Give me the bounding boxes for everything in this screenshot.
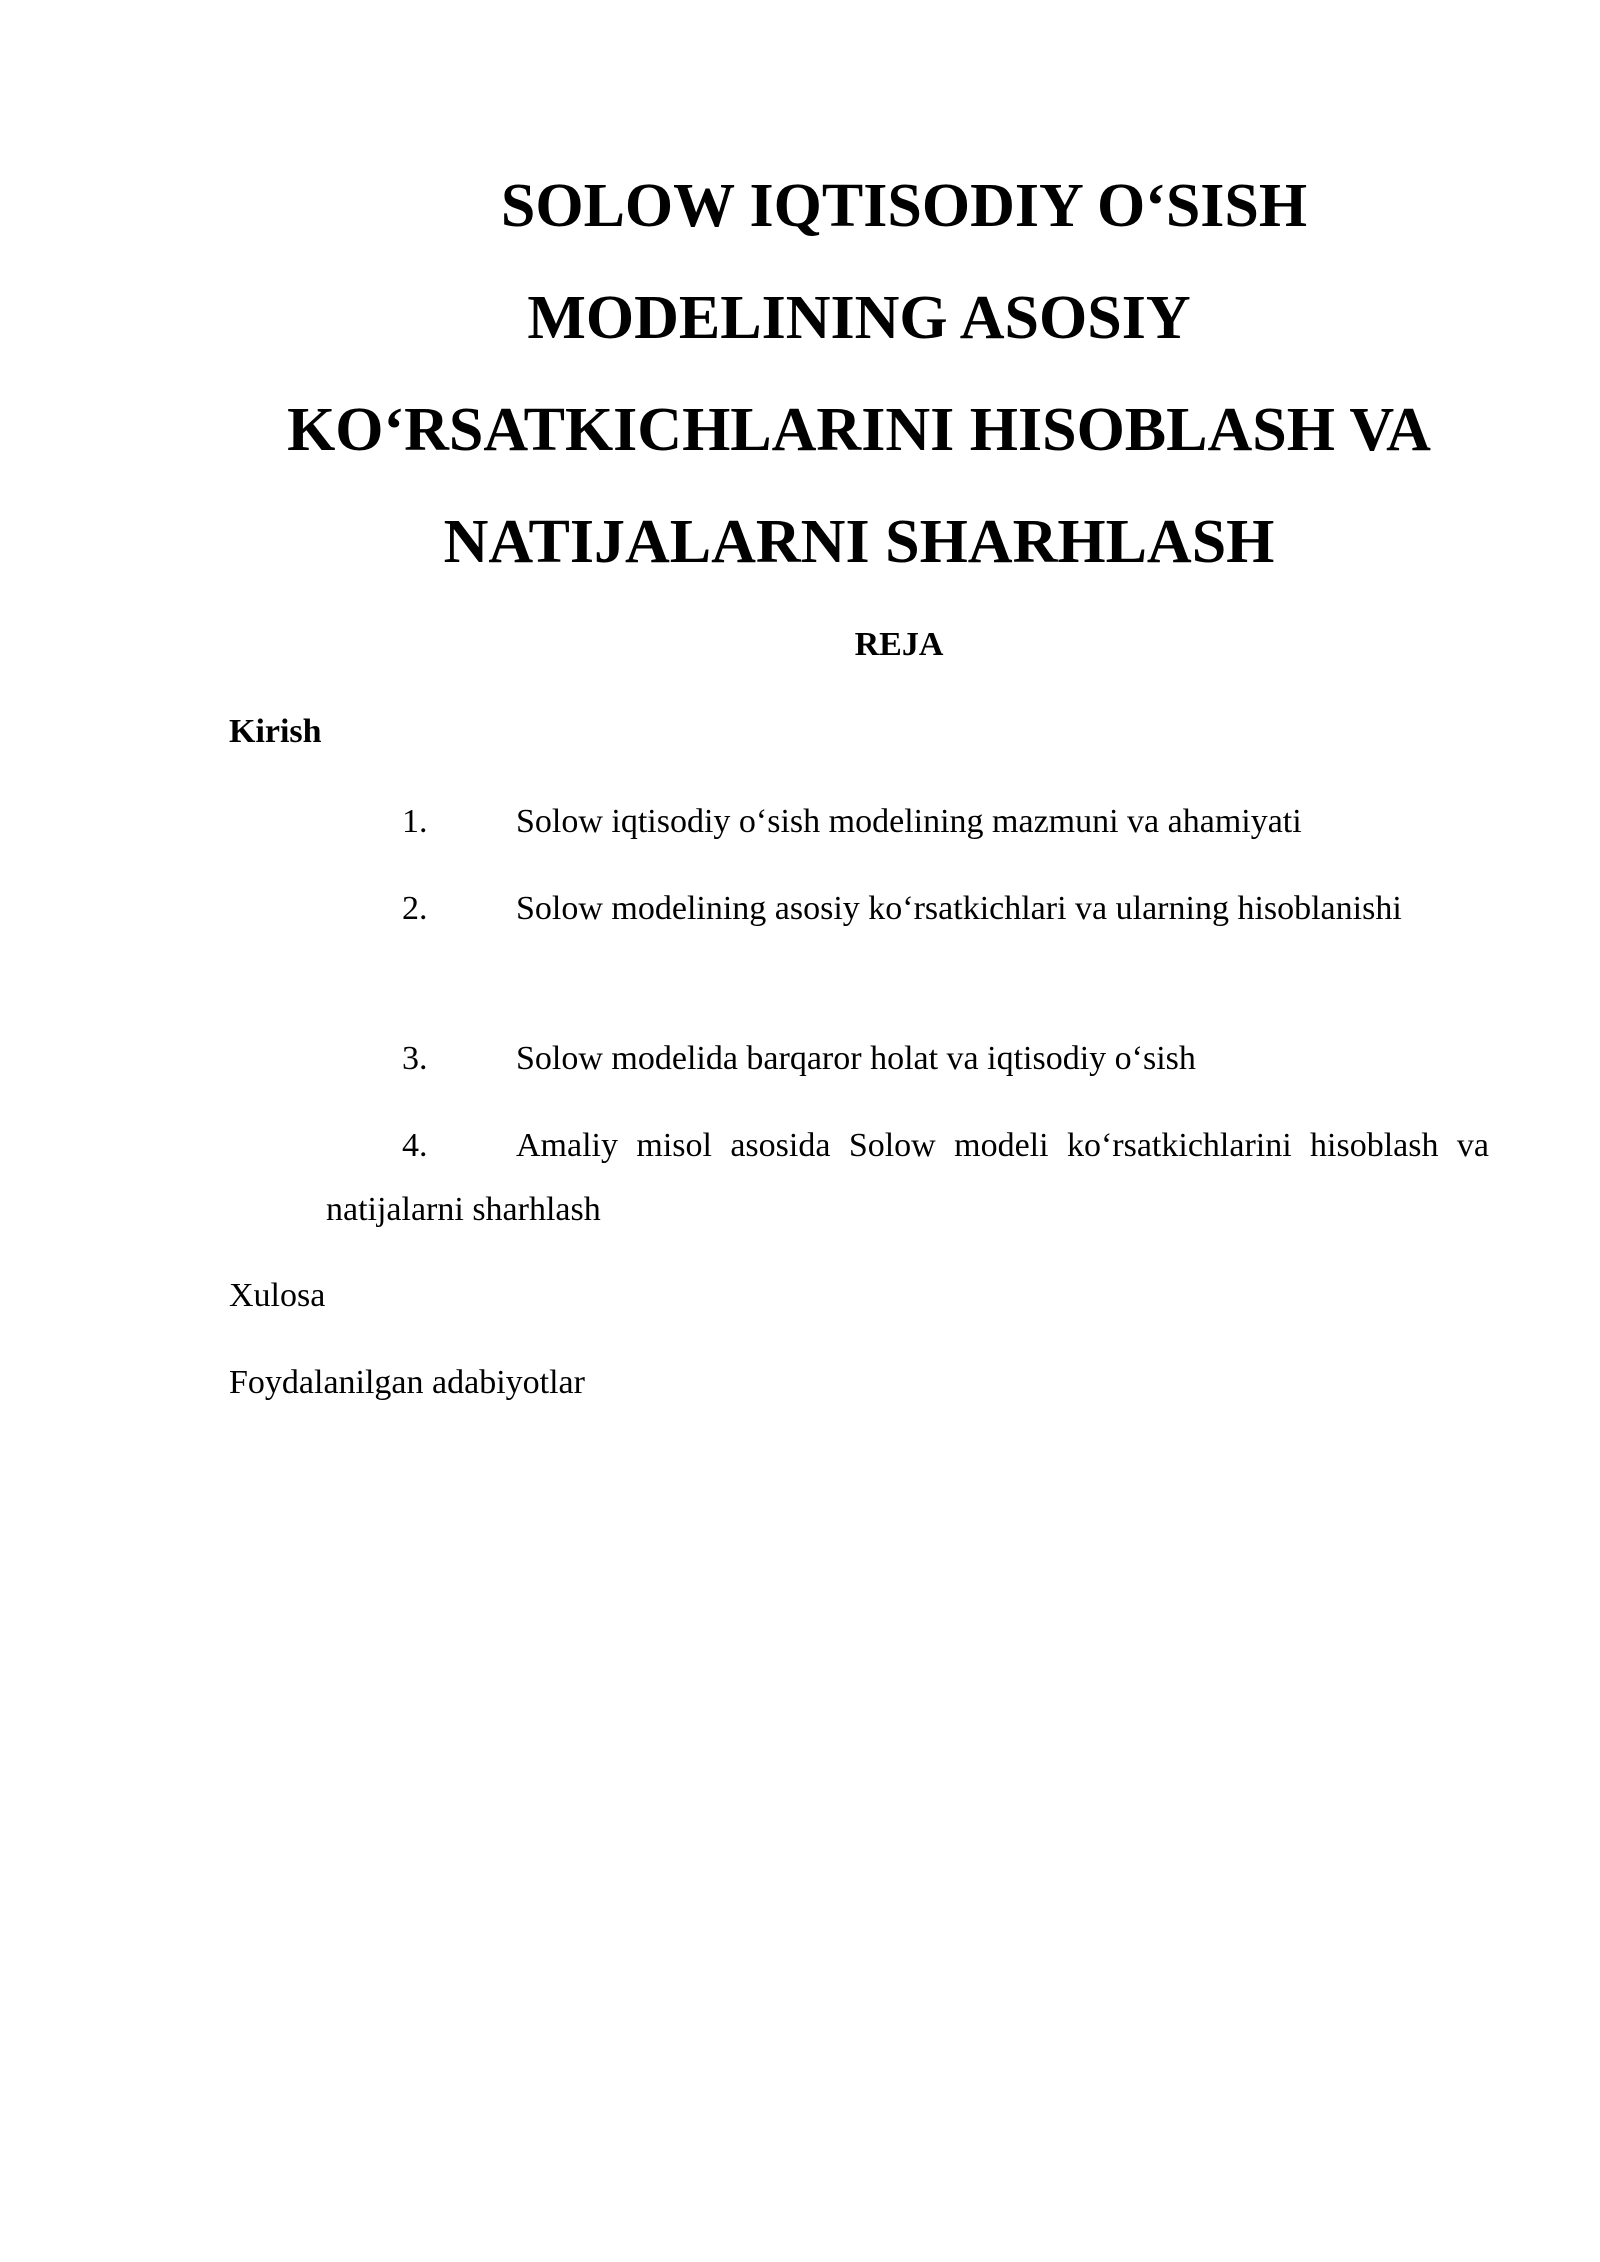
plan-item-2 [326, 877, 1489, 941]
plan-item-4 [326, 1114, 1489, 1242]
plan-item-number: 3. [402, 1040, 428, 1077]
plan-item-3 [326, 1027, 1489, 1091]
plan-heading: REJA [854, 626, 944, 663]
plan-item-1 [326, 790, 1489, 854]
intro-heading: Kirish [229, 713, 322, 750]
title-line-1: SOLOW IQTISODIY O‘SISH [500, 172, 1308, 240]
plan-item-number: 4. [402, 1127, 428, 1164]
title-line-2: MODELINING ASOSIY [527, 284, 1191, 352]
plan-item-number: 2. [402, 890, 428, 927]
references-heading: Foydalanilgan adabiyotlar [229, 1364, 585, 1401]
title-line-4: NATIJALARNI SHARHLASH [443, 508, 1275, 576]
plan-item-text: Solow modelining asosiy ko‘rsatkichlari va ularning hisoblanishi [516, 890, 1402, 927]
plan-item-number: 1. [402, 803, 428, 840]
plan-item-text: Solow iqtisodiy o‘sish modelining mazmuni va ahamiyati [516, 803, 1302, 840]
plan-item-text: Amaliy misol asosida Solow modeli ko‘rsatkichlarini hisoblash va natijalarni sharhlash [326, 1127, 1489, 1228]
conclusion-heading: Xulosa [229, 1277, 326, 1314]
title-line-3: KO‘RSATKICHLARINI HISOBLASH VA [287, 396, 1431, 464]
document-title [229, 150, 1489, 598]
plan-item-text: Solow modelida barqaror holat va iqtisodiy o‘sish [516, 1040, 1196, 1077]
